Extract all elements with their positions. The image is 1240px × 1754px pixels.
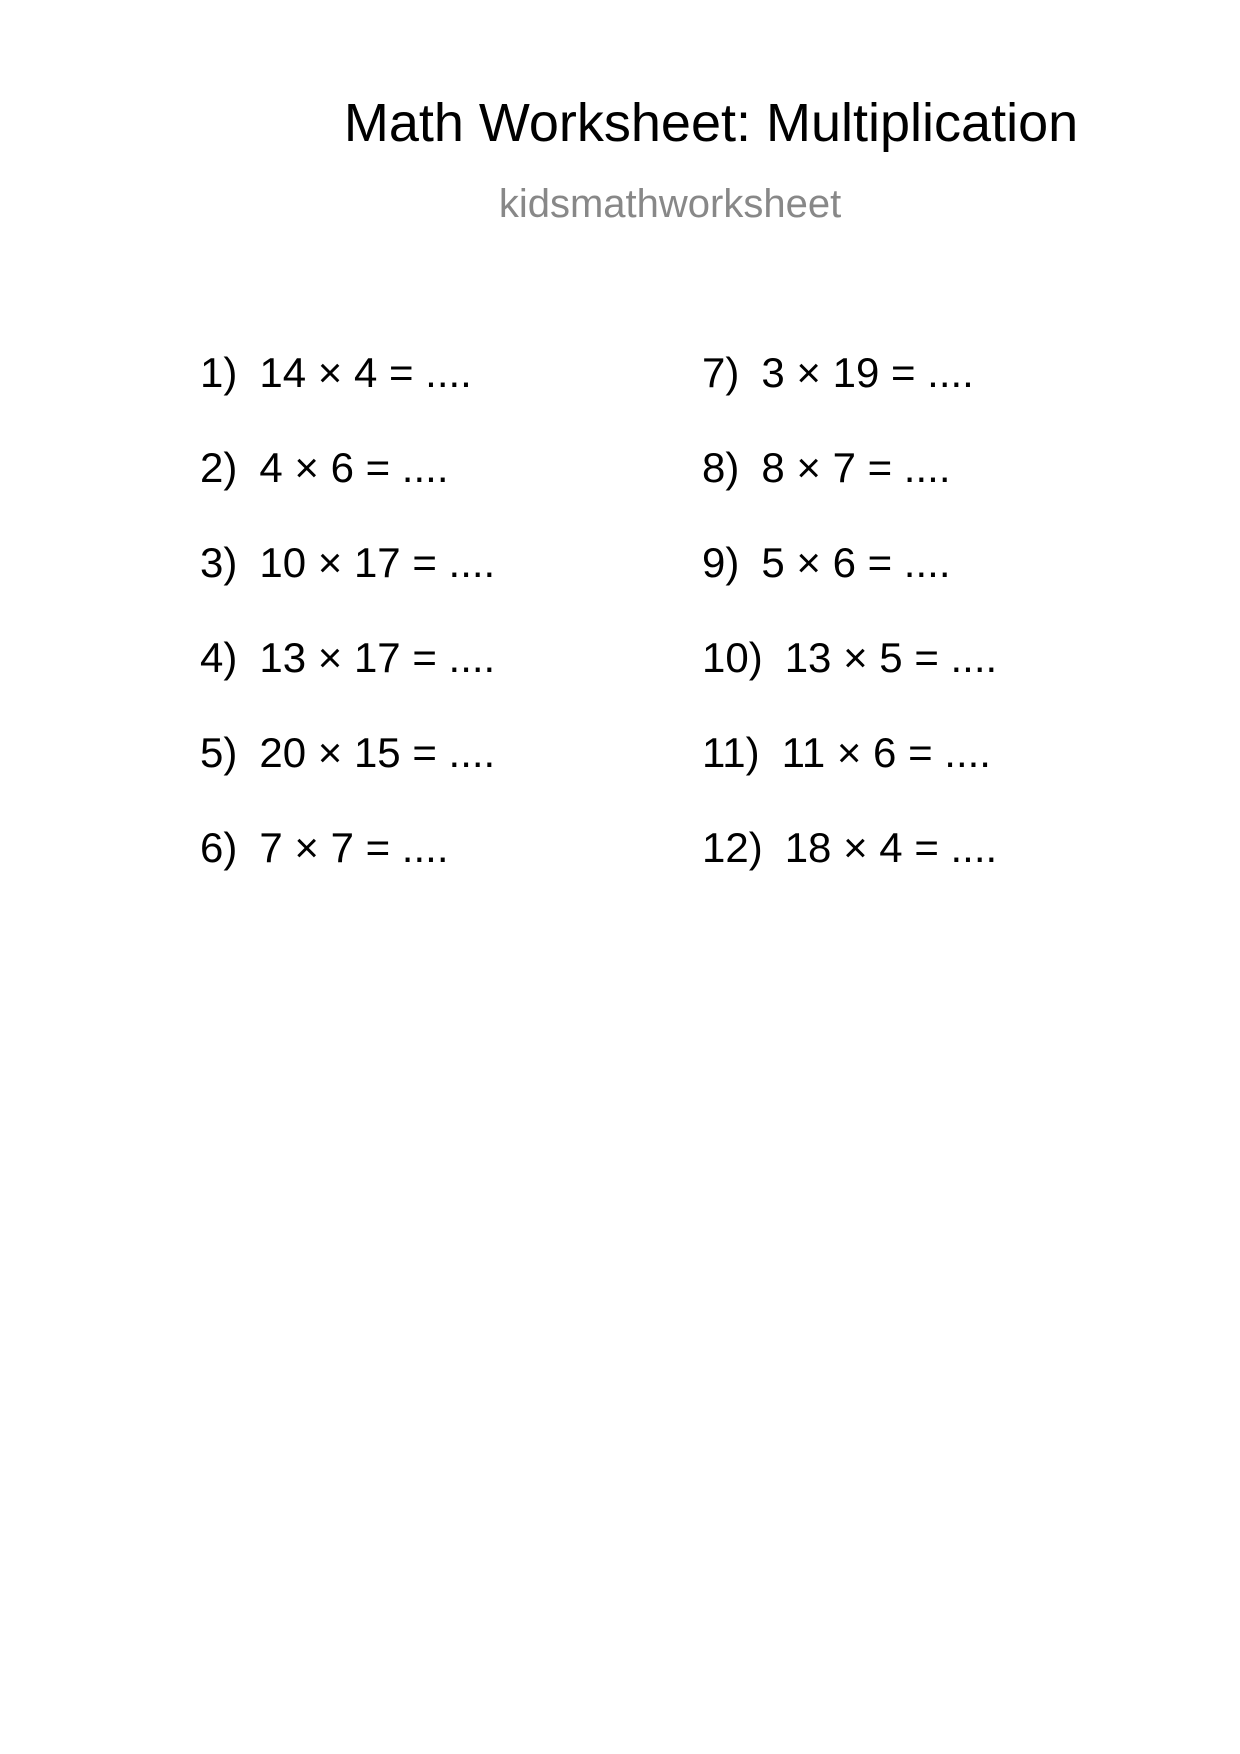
problem-item — [702, 824, 998, 922]
problem-item — [200, 444, 495, 542]
problem-number: 7) — [702, 349, 740, 396]
problem-number: 5) — [200, 729, 238, 776]
problem-number: 3) — [200, 539, 238, 586]
problem-item — [200, 824, 495, 922]
problem-item — [200, 729, 496, 827]
problem-expression: 8 × 7 = .... — [761, 444, 951, 491]
problem-expression: 7 × 7 = .... — [259, 824, 449, 871]
problem-item — [702, 349, 997, 447]
problem-expression: 13 × 5 = .... — [784, 634, 998, 681]
problem-item — [702, 729, 997, 827]
problem-number: 8) — [702, 444, 740, 491]
problem-expression: 20 × 15 = .... — [259, 729, 496, 776]
problem-expression: 5 × 6 = .... — [761, 539, 951, 586]
problem-expression: 11 × 6 = .... — [781, 729, 991, 776]
problem-expression: 10 × 17 = .... — [259, 539, 496, 586]
problem-number: 6) — [200, 824, 238, 871]
problems-right-column — [702, 349, 998, 922]
worksheet-subtitle: kidsmathworksheet — [498, 182, 842, 226]
worksheet-title: Math Worksheet: Multiplication — [343, 93, 1079, 153]
problems-left-column — [200, 349, 496, 922]
problem-item — [702, 634, 998, 732]
problem-number: 12) — [702, 824, 763, 871]
problem-number: 1) — [200, 349, 238, 396]
problem-expression: 13 × 17 = .... — [259, 634, 496, 681]
problem-number: 4) — [200, 634, 238, 681]
problem-item — [702, 444, 997, 542]
problem-number: 10) — [702, 634, 763, 681]
problem-item — [200, 539, 496, 637]
problem-item — [702, 539, 997, 637]
problem-expression: 18 × 4 = .... — [784, 824, 998, 871]
problem-expression: 3 × 19 = .... — [761, 349, 974, 396]
problem-expression: 4 × 6 = .... — [259, 444, 449, 491]
problem-expression: 14 × 4 = .... — [259, 349, 472, 396]
problem-number: 11) — [702, 729, 760, 776]
problem-item — [200, 349, 495, 447]
problem-item — [200, 634, 496, 732]
problem-number: 9) — [702, 539, 740, 586]
problem-number: 2) — [200, 444, 238, 491]
